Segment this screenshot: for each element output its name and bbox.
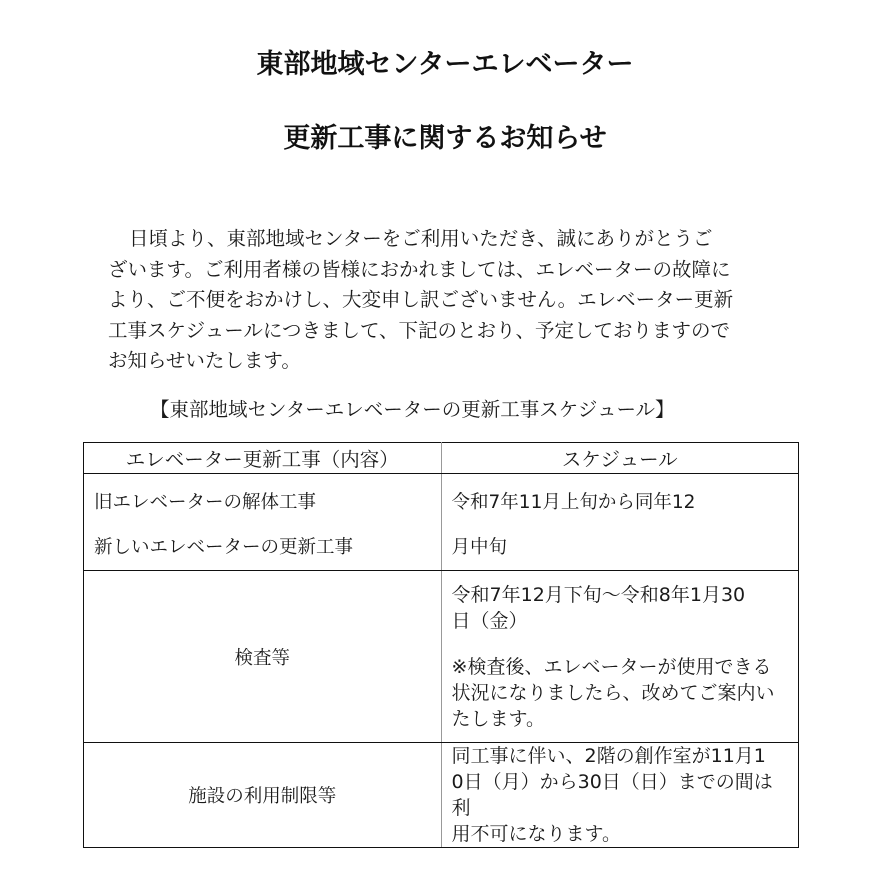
table-header-row <box>84 443 799 474</box>
table-row <box>84 474 799 571</box>
table-caption: 【東部地域センターエレベーターの更新工事スケジュール】 <box>150 398 675 421</box>
schedule-line: 月中旬 <box>451 537 508 558</box>
schedule-cell <box>441 743 798 848</box>
schedule-cell <box>441 474 798 571</box>
intro-line: ざいます。ご利用者様の皆様におかれましては、エレベーターの故障に <box>108 257 731 281</box>
table-row <box>84 571 799 743</box>
schedule-line: 同工事に伴い、2階の創作室が11月1 <box>451 745 766 767</box>
work-line: 旧エレベーターの解体工事 <box>94 492 317 513</box>
note-line: たします。 <box>451 707 546 730</box>
schedule-line: 0日（月）から30日（日）までの間は利 <box>451 771 773 819</box>
schedule-line: 令和7年11月上旬から同年12 <box>451 492 696 513</box>
work-line: 新しいエレベーターの更新工事 <box>94 537 354 558</box>
schedule-line: 日（金） <box>451 609 528 632</box>
work-cell <box>84 474 442 571</box>
table-row <box>84 743 799 848</box>
work-cell: 検査等 <box>84 571 442 743</box>
notice-title: 東部地域センターエレベーター <box>256 49 634 80</box>
notice-subtitle: 更新工事に関するお知らせ <box>283 123 607 154</box>
header-schedule: スケジュール <box>441 443 798 474</box>
intro-line: お知らせいたします。 <box>108 349 301 372</box>
schedule-line: 用不可になります。 <box>451 823 622 845</box>
note-line: ※検査後、エレベーターが使用できる <box>451 655 772 678</box>
schedule-line: 令和7年12月下旬～令和8年1月30 <box>451 583 746 606</box>
header-work: エレベーター更新工事（内容） <box>84 443 442 474</box>
intro-line: 日頃より、東部地域センターをご利用いただき、誠にありがとうご <box>129 227 713 250</box>
intro-line: より、ご不便をおかけし、大変申し訳ございません。エレベーター更新 <box>108 288 734 311</box>
schedule-cell <box>441 571 798 743</box>
work-cell: 施設の利用制限等 <box>84 743 442 848</box>
intro-line: 工事スケジュールにつきまして、下記のとおり、予定しておりますので <box>108 318 731 342</box>
note-line: 状況になりましたら、改めてご案内い <box>451 681 775 704</box>
schedule-table <box>83 442 799 848</box>
intro-paragraph <box>108 224 788 377</box>
